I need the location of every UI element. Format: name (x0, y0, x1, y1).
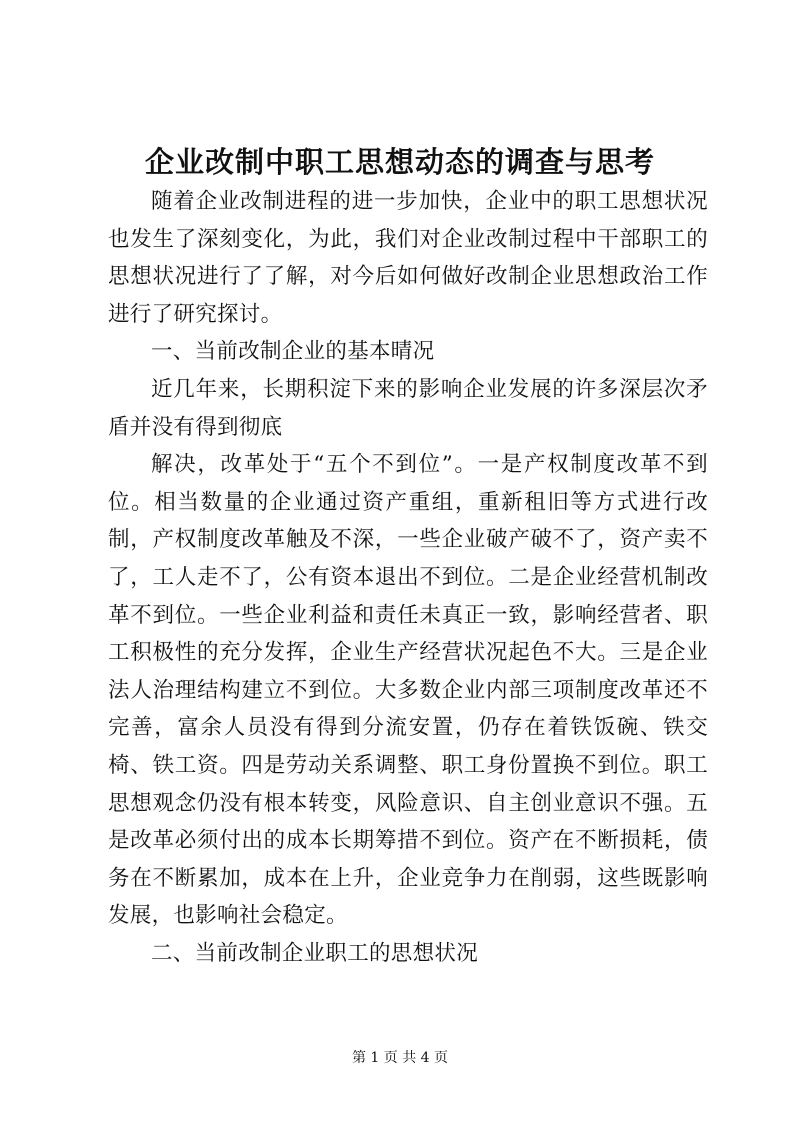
section-heading-1: 一、当前改制企业的基本晴况 (151, 339, 435, 365)
page-footer: 第 1 页 共 4 页 (351, 1050, 449, 1066)
document-body (108, 183, 708, 972)
paragraph-intro: 随着企业改制进程的进一步加快，企业中的职工思想状况也发生了深刻变化，为此，我们对企业改制过程中干部职工的思想状况进行了了解，对今后如何做好改制企业思想政治工作进行了研究探讨。 (108, 189, 708, 327)
paragraph-background: 近几年来，长期积淀下来的影响企业发展的许多深层次矛盾并没有得到彻底 (108, 376, 708, 440)
section-heading-2: 二、当前改制企业职工的思想状况 (151, 940, 479, 966)
paragraph-five-issues: 解决，改革处于“五个不到位”。一是产权制度改革不到位。相当数量的企业通过资产重组，重新租旧等方式进行改制，产权制度改革触及不深，一些企业破产破不了，资产卖不了，工人走不了，公有资本退出不到位。二是企业经营机制改革不到位。一些企业利益和责任未真正一致，影响经营者、职工积极性的充分发挥，企业生产经营状况起色不大。三是企业法人治理结构建立不到位。大多数企业内部三项制度改革还不完善，富余人员没有得到分流安置，仍存在着铁饭碗、铁交椅、铁工资。四是劳动关系调整、职工身份置换不到位。职工思想观念仍没有根本转变，风险意识、自主创业意识不强。五是改革必须付出的成本长期筹措不到位。资产在不断损耗，债务在不断累加，成本在上升，企业竞争力在削弱，这些既影响发展，也影响社会稳定。 (108, 452, 708, 929)
document-title: 企业改制中职工思想动态的调查与思考 (144, 145, 655, 179)
